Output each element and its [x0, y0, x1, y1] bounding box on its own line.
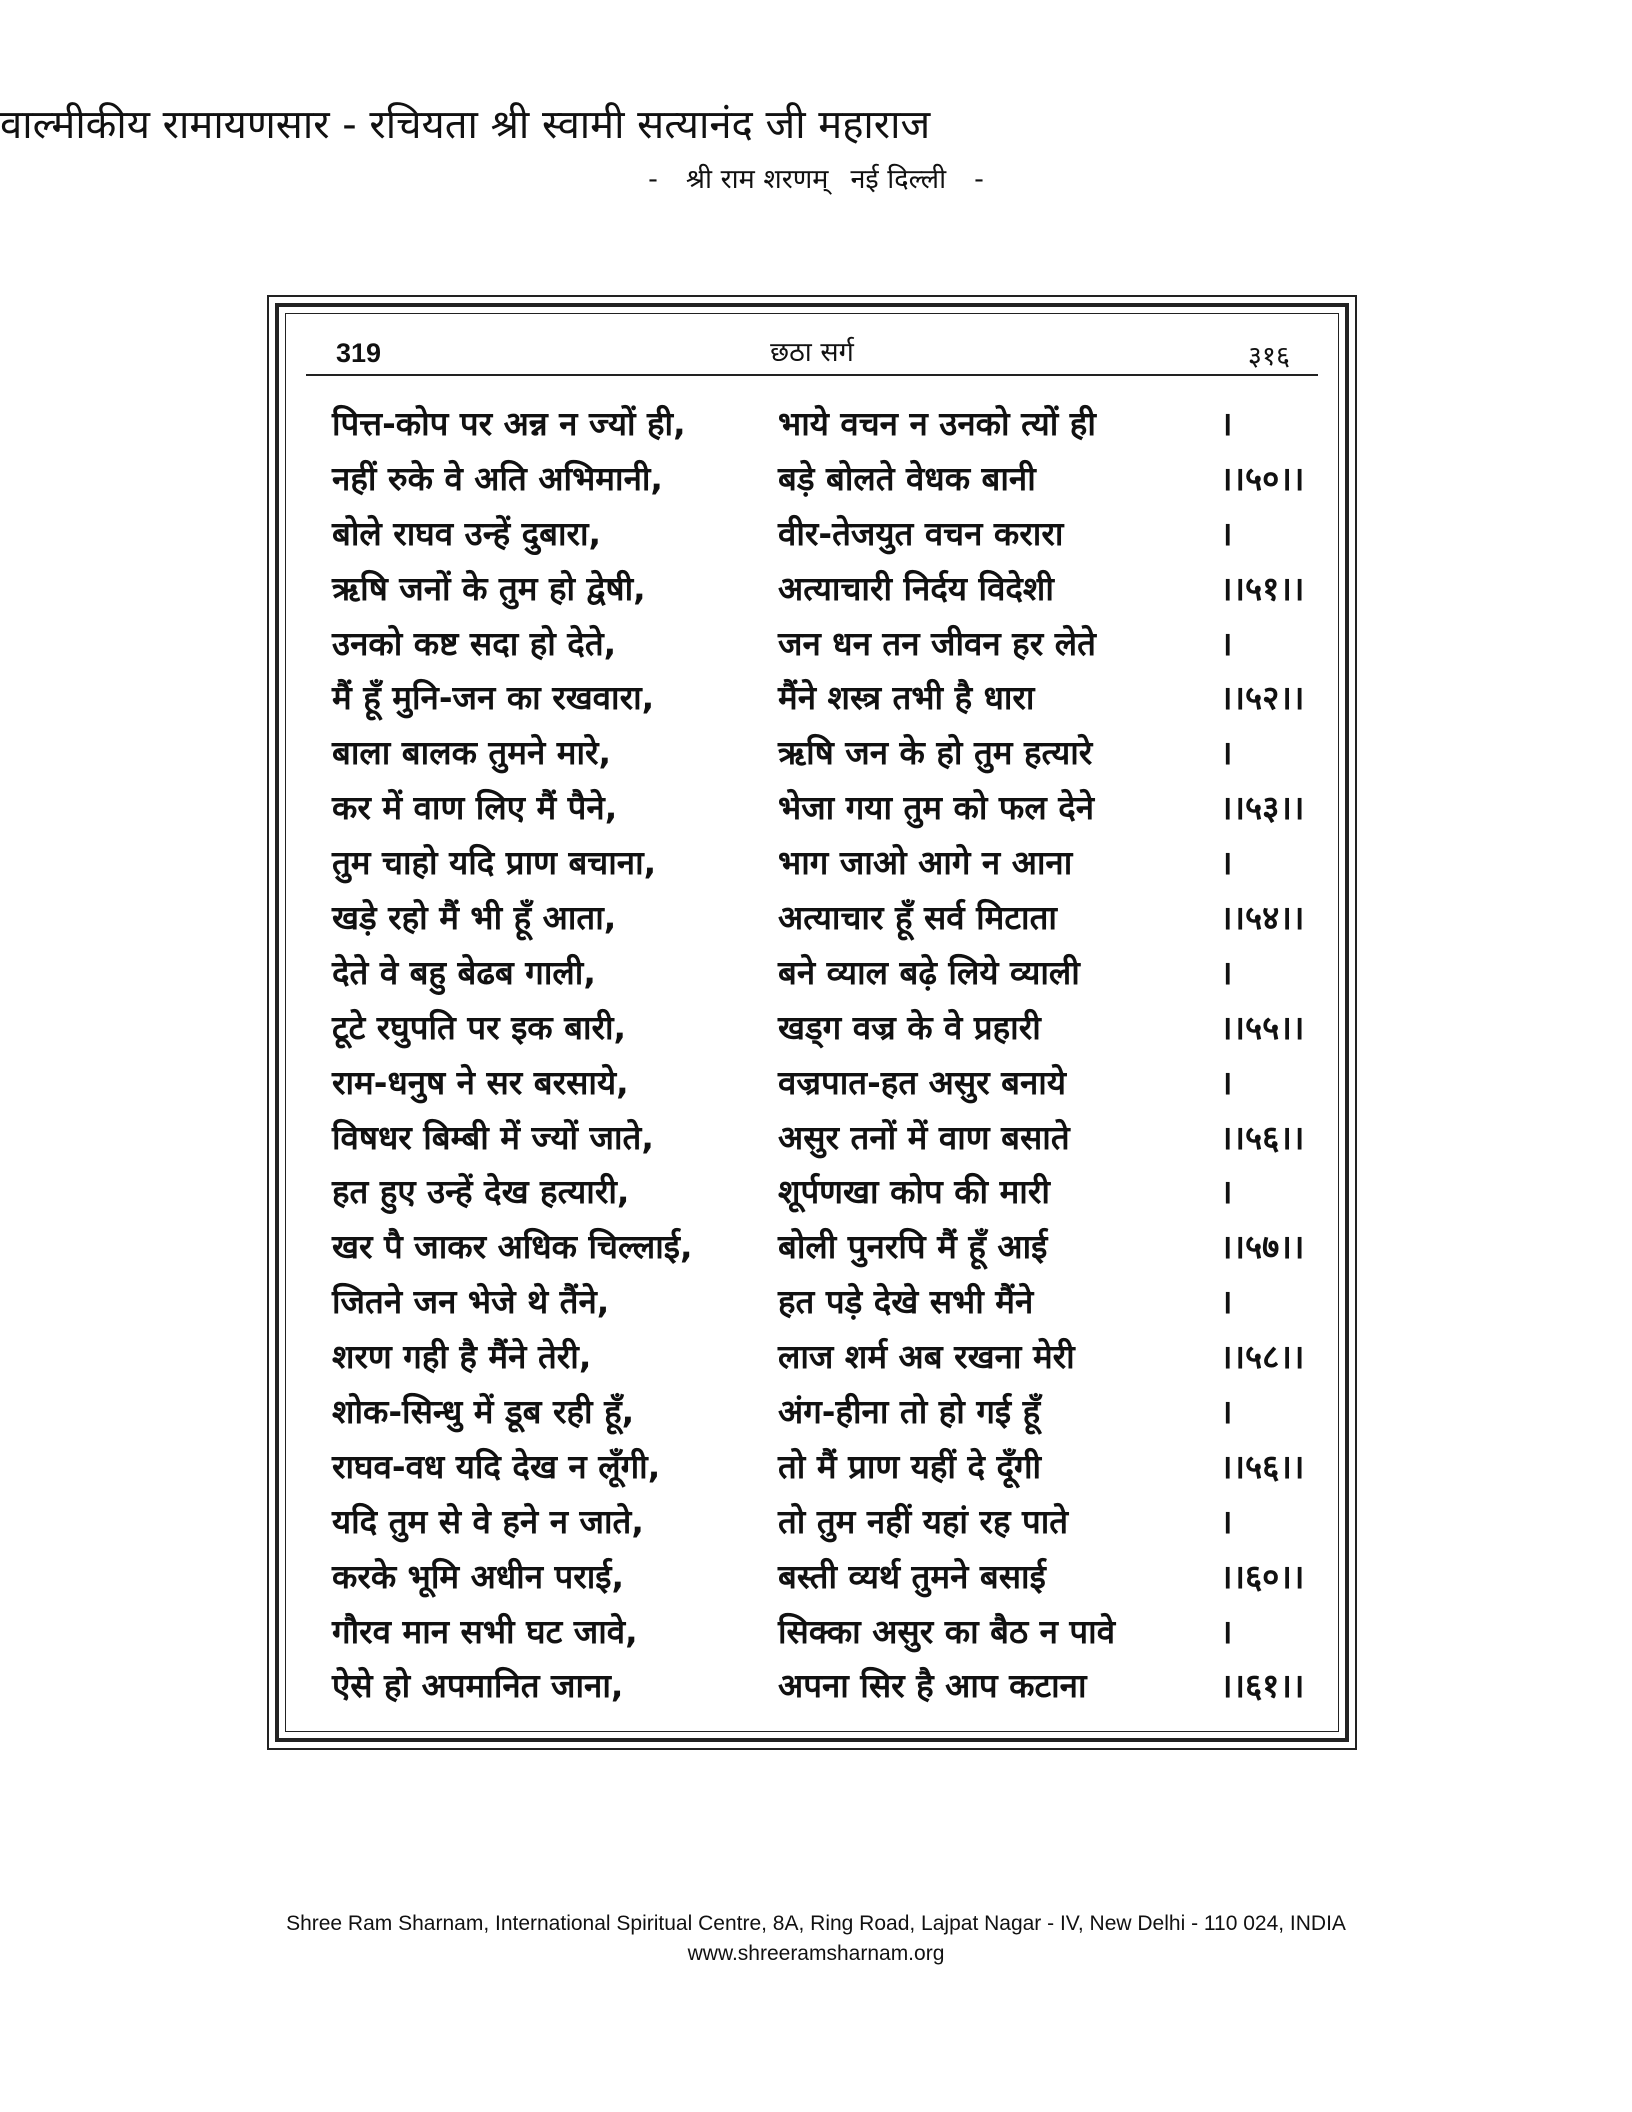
verse-line [318, 1108, 1322, 1163]
page-number-devanagari: ३१६ [1247, 341, 1290, 372]
verse-second-half: लाज शर्म अब रखना मेरी [778, 1337, 1075, 1377]
verse-line [318, 1602, 1322, 1657]
verse-number: । [1220, 1062, 1233, 1102]
verse-second-half: बड़े बोलते वेधक बानी [778, 458, 1036, 498]
verse-line [318, 833, 1322, 888]
verse-second-half: भाग जाओ आगे न आना [778, 843, 1073, 883]
verse-first-half: ऐसे हो अपमानित जाना, [332, 1666, 624, 1706]
footer-address: Shree Ram Sharnam, International Spiritual Centre, 8A, Ring Road, Lajpat Nagar - IV, New Delhi - 110 024, INDIA [286, 1912, 1346, 1935]
subtitle-dash-left: - [648, 164, 658, 195]
verse-first-half: बोले राघव उन्हें दुबारा, [332, 513, 602, 553]
verse-number: ।।५६।। [1220, 1446, 1305, 1486]
verse-number: ।।५७।। [1220, 1227, 1305, 1267]
verse-first-half: यदि तुम से वे हने न जाते, [332, 1501, 644, 1541]
verse-line [318, 614, 1322, 669]
verse-second-half: वीर-तेजयुत वचन करारा [778, 513, 1064, 553]
subtitle-city: नई दिल्ली [850, 164, 947, 195]
verse-line [318, 504, 1322, 559]
verse-first-half: कर में वाण लिए मैं पैने, [332, 788, 618, 828]
verse-first-half: ऋषि जनों के तुम हो द्वेषी, [332, 568, 646, 608]
verse-line [318, 888, 1322, 943]
verse-second-half: वज्रपात-हत असुर बनाये [778, 1062, 1066, 1102]
verse-number: ।।५१।। [1220, 568, 1305, 608]
verse-line [318, 1272, 1322, 1327]
verse-number: । [1220, 404, 1233, 443]
verse-first-half: पित्त-कोप पर अन्न न ज्यों ही, [332, 404, 686, 443]
verse-line [318, 778, 1322, 833]
page-frame [267, 295, 1357, 1750]
verse-first-half: गौरव मान सभी घट जावे, [332, 1611, 638, 1651]
book-title: वाल्मीकीय रामायणसार - रचियता श्री स्वामी सत्यानंद जी महाराज [0, 102, 931, 148]
verse-line [318, 1217, 1322, 1272]
verse-second-half: अत्याचार हूँ सर्व मिटाता [778, 898, 1057, 938]
verse-number: ।।६१।। [1220, 1666, 1305, 1706]
verse-first-half: देते वे बहु बेढब गाली, [332, 952, 596, 992]
verse-number: ।।५०।। [1220, 458, 1305, 498]
verse-second-half: असुर तनों में वाण बसाते [778, 1117, 1070, 1157]
verse-second-half: खड्ग वज्र के वे प्रहारी [778, 1007, 1041, 1047]
verse-line [318, 998, 1322, 1053]
verse-number: । [1220, 513, 1233, 553]
verse-first-half: करके भूमि अधीन पराई, [332, 1556, 625, 1596]
verse-number: । [1220, 1172, 1233, 1212]
verse-second-half: सिक्का असुर का बैठ न पावे [778, 1611, 1116, 1651]
verse-first-half: राघव-वध यदि देख न लूँगी, [332, 1446, 661, 1486]
page-number-arabic: 319 [336, 338, 382, 368]
verse-first-half: जितने जन भेजे थे तैंने, [332, 1282, 610, 1322]
verse-number: ।।५४।। [1220, 898, 1305, 938]
verse-first-half: हत हुए उन्हें देख हत्यारी, [332, 1172, 630, 1212]
verse-number: ।।५५।। [1220, 1007, 1305, 1047]
verse-second-half: अपना सिर है आप कटाना [778, 1666, 1087, 1706]
verse-second-half: तो तुम नहीं यहां रह पाते [778, 1501, 1069, 1541]
verse-first-half: उनको कष्ट सदा हो देते, [332, 623, 617, 663]
verse-number: । [1220, 623, 1233, 663]
verse-line [318, 1656, 1322, 1711]
footer-website: www.shreeramsharnam.org [687, 1942, 945, 1965]
page-frame-thick-border [275, 303, 1349, 1742]
verse-second-half: ऋषि जन के हो तुम हत्यारे [778, 733, 1093, 773]
verse-first-half: विषधर बिम्बी में ज्यों जाते, [332, 1117, 654, 1157]
verse-second-half: जन धन तन जीवन हर लेते [778, 623, 1096, 663]
verse-line [318, 1382, 1322, 1437]
verse-first-half: मैं हूँ मुनि-जन का रखवारा, [332, 678, 655, 718]
subtitle-dash-right: - [974, 164, 984, 195]
verse-block [318, 394, 1322, 1711]
book-subtitle [0, 160, 1632, 200]
verse-second-half: बोली पुनरपि मैं हूँ आई [778, 1227, 1048, 1267]
verse-first-half: बाला बालक तुमने मारे, [332, 733, 612, 773]
verse-line [318, 1492, 1322, 1547]
verse-line [318, 1547, 1322, 1602]
verse-second-half: भेजा गया तुम को फल देने [778, 788, 1095, 828]
verse-number: ।।६०।। [1220, 1556, 1305, 1596]
verse-line [318, 1162, 1322, 1217]
verse-first-half: टूटे रघुपति पर इक बारी, [332, 1007, 627, 1047]
verse-number: । [1220, 733, 1233, 773]
verse-line [318, 1327, 1322, 1382]
verse-number: । [1220, 843, 1233, 883]
verse-number: ।।५६।। [1220, 1117, 1305, 1157]
verse-line [318, 394, 1322, 449]
verse-first-half: खर पै जाकर अधिक चिल्लाई, [332, 1227, 693, 1267]
verse-first-half: राम-धनुष ने सर बरसाये, [332, 1062, 629, 1102]
verse-second-half: बने व्याल बढ़े लिये व्याली [778, 952, 1080, 992]
verse-line [318, 1053, 1322, 1108]
canto-title: छठा सर्ग [770, 337, 854, 368]
verse-second-half: भाये वचन न उनको त्यों ही [778, 404, 1096, 443]
verse-first-half: शरण गही है मैंने तेरी, [332, 1337, 592, 1377]
verse-number: ।।५२।। [1220, 678, 1305, 718]
verse-first-half: नहीं रुके वे अति अभिमानी, [332, 458, 663, 498]
verse-number: ।।५८।। [1220, 1337, 1305, 1377]
subtitle-org: श्री राम शरणम् [685, 164, 829, 195]
verse-second-half: हत पड़े देखे सभी मैंने [778, 1282, 1034, 1322]
verse-number: । [1220, 1392, 1233, 1432]
verse-second-half: शूर्पणखा कोप की मारी [778, 1172, 1050, 1212]
verse-number: । [1220, 1282, 1233, 1322]
verse-first-half: शोक-सिन्धु में डूब रही हूँ, [332, 1392, 635, 1432]
verse-second-half: अत्याचारी निर्दय विदेशी [778, 568, 1054, 608]
verse-line [318, 723, 1322, 778]
verse-line [318, 668, 1322, 723]
verse-second-half: तो मैं प्राण यहीं दे दूँगी [778, 1446, 1042, 1486]
verse-line [318, 449, 1322, 504]
verse-second-half: मैंने शस्त्र तभी है धारा [778, 678, 1035, 718]
page-frame-inner-border [285, 313, 1339, 1732]
verse-first-half: तुम चाहो यदि प्राण बचाना, [332, 843, 657, 883]
verse-number: । [1220, 952, 1233, 992]
verse-line [318, 1437, 1322, 1492]
verse-second-half: बस्ती व्यर्थ तुमने बसाई [778, 1556, 1046, 1596]
verse-number: । [1220, 1501, 1233, 1541]
verse-second-half: अंग-हीना तो हो गई हूँ [778, 1392, 1041, 1432]
verse-number: । [1220, 1611, 1233, 1651]
page-header-row [306, 326, 1318, 376]
verse-line [318, 559, 1322, 614]
verse-number: ।।५३।। [1220, 788, 1305, 828]
verse-line [318, 943, 1322, 998]
verse-first-half: खड़े रहो मैं भी हूँ आता, [332, 898, 617, 938]
